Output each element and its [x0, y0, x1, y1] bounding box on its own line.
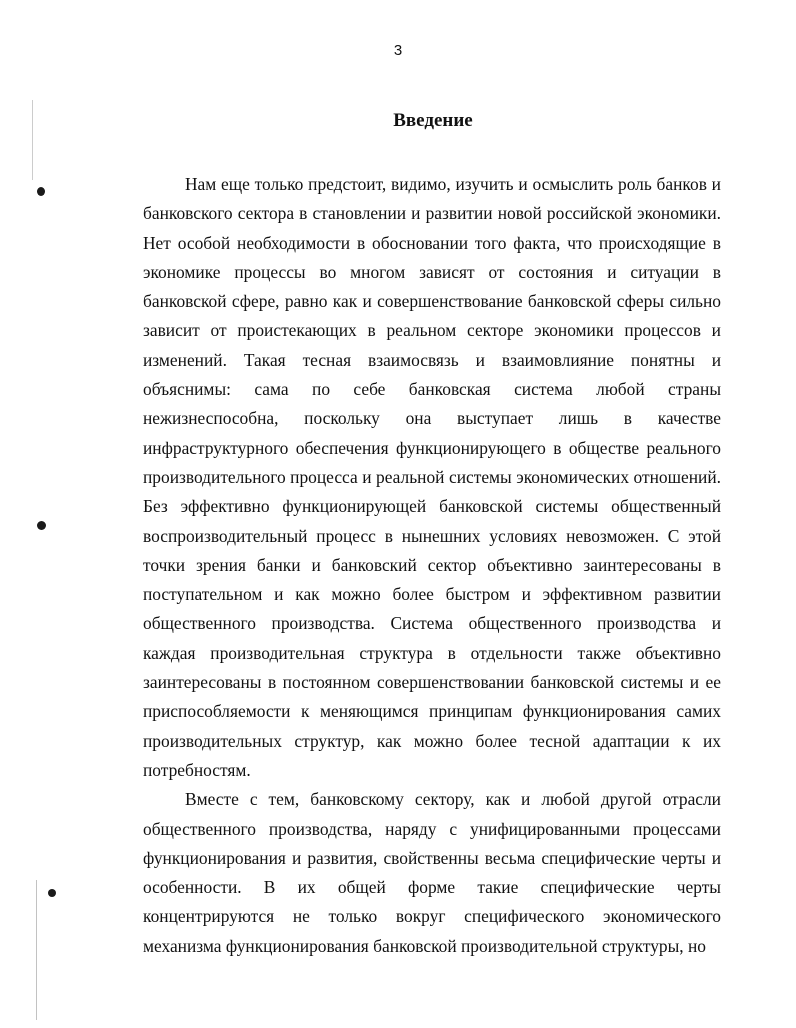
binder-hole-mark: [37, 187, 45, 196]
page-number: 3: [393, 42, 403, 59]
paragraph: Вместе с тем, банковскому сектору, как и любой другой отрасли общественного производства, наряду с унифицированными процессами функционирования и развития, свойственны весьма специфические черты и особенности. В их общей форме такие специфические черты концентрируются не только вокруг специфического экономического механизма функционирования банковской производительной структуры, но: [143, 789, 721, 956]
body-text: [143, 170, 721, 961]
binder-hole-mark: [37, 521, 46, 530]
section-title: Введение: [393, 110, 473, 131]
binder-hole-mark: [48, 889, 56, 897]
scan-edge-line: [36, 880, 37, 1020]
paragraph: Нам еще только предстоит, видимо, изучить и осмыслить роль банков и банковского сектора в становлении и развитии новой российской экономики. Нет особой необходимости в обосновании того факта, что происходящие в экономике процессы во многом зависят от состояния и ситуации в банковской сфере, равно как и совершенствование банковской сферы сильно зависит от проистекающих в реальном секторе экономики процессов и изменений. Такая тесная взаимосвязь и взаимовлияние понятны и объяснимы: сама по себе банковская система любой страны нежизнеспособна, поскольку она выступает лишь в качестве инфраструктурного обеспечения функционирующего в обществе реального производительного процесса и реальной системы экономических отношений. Без эффективно функционирующей банковской системы общественный воспроизводительный процесс в нынешних условиях невозможен. С этой точки зрения банки и банковский сектор объективно заинтересованы в поступательном и как можно более быстром и эффективном развитии общественного производства. Система общественного производства и каждая производительная структура в отдельности также объективно заинтересованы в постоянном совершенствовании банковской системы и ее приспособляемости к меняющимся принципам функционирования самих производительных структур, как можно более тесной адаптации к их потребностям.: [143, 174, 721, 780]
